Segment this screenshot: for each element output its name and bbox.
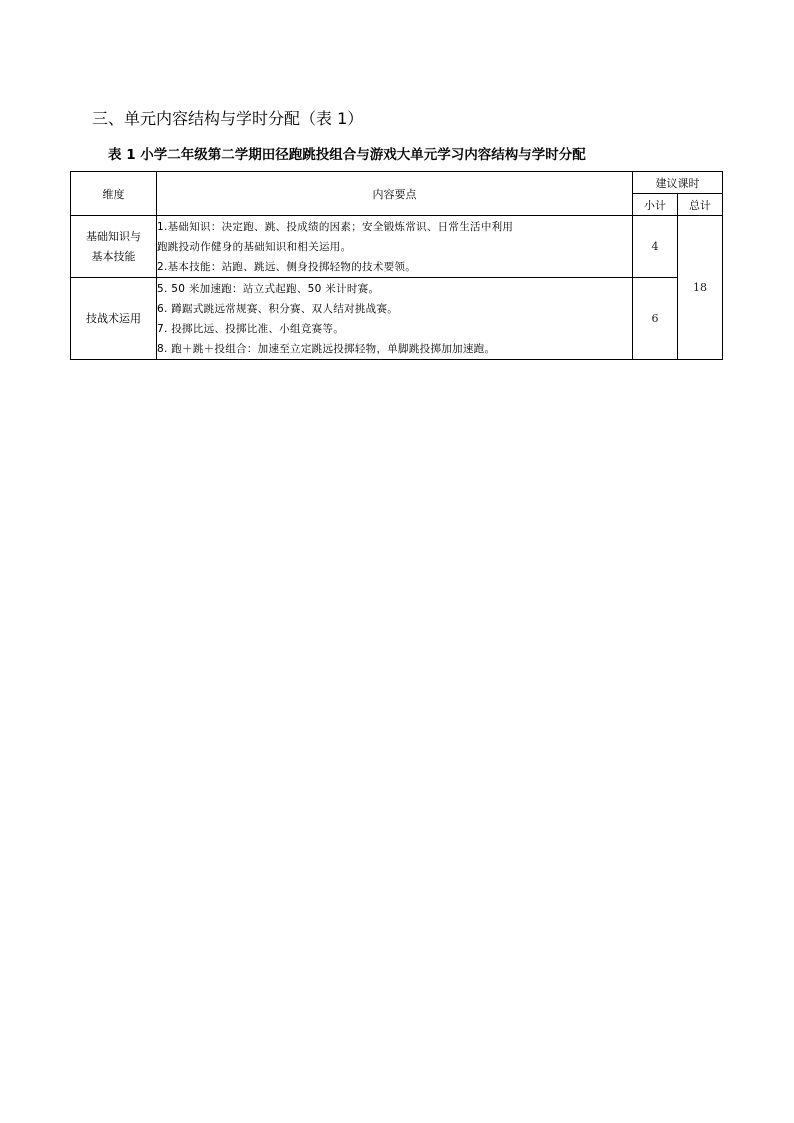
dimension-label: 技战术运用 [86,311,141,325]
header-dimension: 维度 [71,172,157,216]
header-content: 内容要点 [157,172,633,216]
content-line: 2.基本技能：站跑、跳远、侧身投掷轻物的技术要领。 [157,260,417,273]
content-line: 8. 跑＋跳＋投组合：加速至立定跳远投掷轻物，单脚跳投掷加加速跑。 [157,342,496,355]
row-content-cell [157,216,633,278]
subtotal-value: 6 [633,278,678,360]
header-subtotal: 小计 [633,194,678,216]
header-total: 总计 [678,194,723,216]
content-line: 7. 投掷比远、投掷比准、小组竞赛等。 [157,322,345,335]
content-line: 5. 50 米加速跑：站立式起跑、50 米计时赛。 [157,282,380,295]
content-structure-table [70,171,723,360]
subtotal-value: 4 [633,216,678,278]
row-dimension-cell [71,216,157,278]
header-suggested-hours: 建议课时 [633,172,723,194]
total-value: 18 [678,216,723,360]
table-row [71,216,723,278]
row-content-cell [157,278,633,360]
dimension-label: 基础知识与 [86,229,141,243]
content-line: 跑跳投动作健身的基础知识和相关运用。 [157,240,352,253]
table-row [71,278,723,360]
content-line: 6. 蹲踞式跳远常规赛、积分赛、双人结对挑战赛。 [157,302,399,315]
table-caption: 表 1 小学二年级第二学期田径跑跳投组合与游戏大单元学习内容结构与学时分配 [108,147,586,163]
dimension-label: 基本技能 [91,249,136,263]
section-heading: 三、单元内容结构与学时分配（表 1） [92,109,364,128]
row-dimension-cell [71,278,157,360]
content-line: 1.基础知识：决定跑、跳、投成绩的因素；安全锻炼常识、日常生活中利用 [157,220,514,233]
